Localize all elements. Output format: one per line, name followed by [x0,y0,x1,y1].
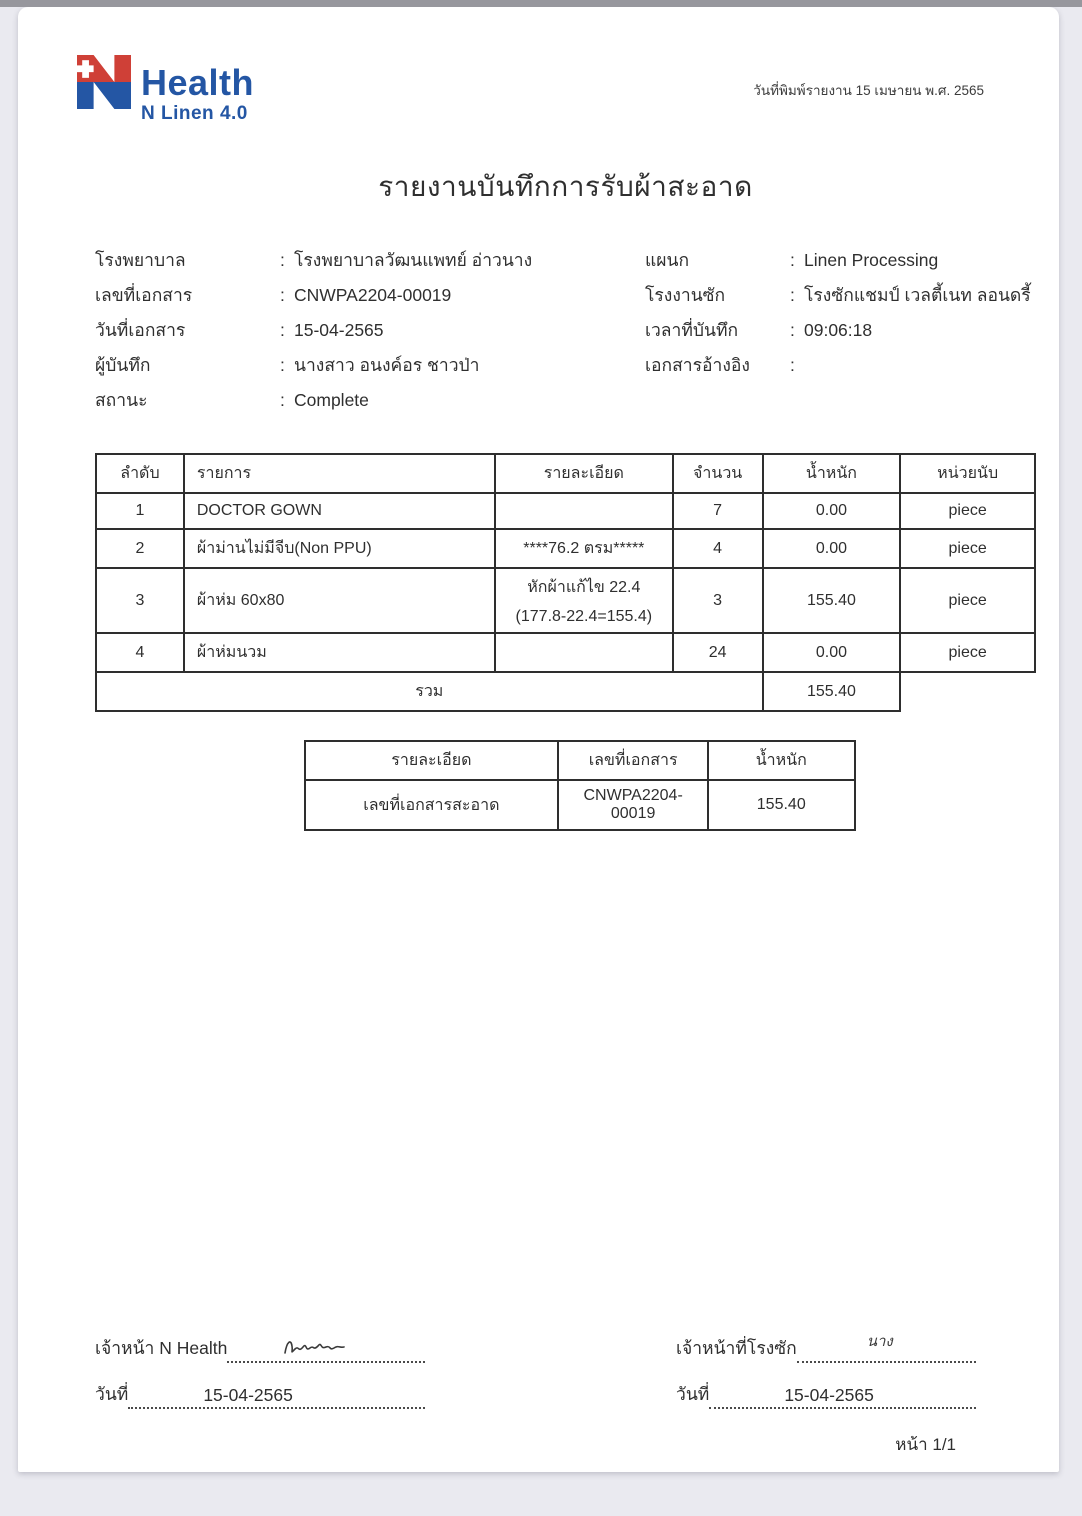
cell-qty: 7 [673,493,763,529]
signature-line [95,1329,425,1363]
summary-header-doc-no: เลขที่เอกสาร [558,741,708,780]
info-right-column [645,249,1036,411]
column-header-item: รายการ [184,454,495,493]
signature-date-line [676,1369,976,1409]
page-number: หน้า 1/1 [895,1435,956,1454]
cell-weight: 0.00 [763,529,901,568]
cell-detail: ****76.2 ตรม***** [495,529,673,568]
summary-weight: 155.40 [708,780,854,830]
date-dotted-line [709,1369,976,1409]
document-info [95,249,1036,411]
colon: : [280,355,285,375]
colon: : [790,320,795,340]
table-row [96,493,1035,529]
summary-detail: เลขที่เอกสารสะอาด [305,780,559,830]
handwritten-signature [282,1336,362,1358]
info-row-doc-number [95,284,645,306]
field-label: โรงงานซัก [645,285,726,305]
screen-top-strip [0,0,1082,7]
colon: : [280,390,285,410]
table-row [96,633,1035,672]
status-value: Complete [294,390,369,410]
info-row-department [645,249,1036,271]
date-label: วันที่ [676,1384,710,1404]
logo-text [141,55,254,125]
table-row [96,529,1035,568]
cell-detail [495,568,673,633]
print-date: วันที่พิมพ์รายงาน 15 เมษายน พ.ศ. 2565 [753,83,984,98]
field-value [804,354,1036,376]
cell-weight: 155.40 [763,568,901,633]
handwritten-signature: นาง [866,1333,893,1350]
column-header-unit: หน่วยนับ [900,454,1035,493]
cell-no: 1 [96,493,184,529]
info-row-recorder [95,354,645,376]
cell-no: 2 [96,529,184,568]
cell-item: ผ้าม่านไม่มีจีบ(Non PPU) [184,529,495,568]
info-left-column [95,249,645,411]
report-page [18,7,1059,1472]
field-label: แผนก [645,250,690,270]
cell-qty: 24 [673,633,763,672]
cell-qty: 4 [673,529,763,568]
date-label: วันที่ [95,1384,129,1404]
field-label: เวลาที่บันทึก [645,320,739,340]
table-row [96,568,1035,633]
signature-label: เจ้าหน้าที่โรงซัก [676,1338,797,1358]
column-header-detail: รายละเอียด [495,454,673,493]
date-dotted-line [128,1369,425,1409]
signature-area [95,1329,1036,1409]
signature-block-nhealth [95,1329,425,1409]
summary-header-detail: รายละเอียด [305,741,559,780]
field-value: นางสาว อนงค์อร ชาวป่า [294,355,480,375]
info-row-laundry [645,284,1036,306]
field-label: ผู้บันทึก [95,355,151,375]
cell-item: ผ้าห่ม 60x80 [184,568,495,633]
cell-item: DOCTOR GOWN [184,493,495,529]
info-row-doc-date [95,319,645,341]
colon: : [280,285,285,305]
cell-weight: 0.00 [763,493,901,529]
cell-no: 4 [96,633,184,672]
items-table-header-row [96,454,1035,493]
signature-date-line [95,1369,425,1409]
signature-dotted-line [797,1329,976,1363]
signature-line [676,1329,976,1363]
detail-line-1: หักผ้าแก้ไข 22.4 [527,579,641,596]
info-row-hospital [95,249,645,271]
report-title: รายงานบันทึกการรับผ้าสะอาด [378,171,753,202]
column-header-no: ลำดับ [96,454,184,493]
field-value: โรงซักแชมป์ เวลตี้เนท ลอนดรี้ [804,285,1031,305]
cell-detail [495,493,673,529]
summary-header-row [305,741,855,780]
signature-dotted-line [227,1329,425,1363]
signature-label: เจ้าหน้า N Health [95,1338,228,1358]
field-label: เลขที่เอกสาร [95,285,193,305]
cell-unit: piece [900,493,1035,529]
summary-header-weight: น้ำหนัก [708,741,854,780]
cell-qty: 3 [673,568,763,633]
field-value: 15-04-2565 [294,320,384,340]
field-label: เอกสารอ้างอิง [645,355,750,375]
items-table [95,453,1036,712]
summary-table [304,740,856,831]
field-value: Linen Processing [804,250,939,270]
field-label: วันที่เอกสาร [95,320,186,340]
nhealth-logo [77,55,254,125]
report-header [95,47,1036,157]
field-label: สถานะ [95,390,148,410]
nhealth-logo-icon [77,55,131,109]
summary-row [305,780,855,830]
info-row-record-time [645,319,1036,341]
colon: : [280,250,285,270]
total-row [96,672,1035,711]
summary-doc-no: CNWPA2204-00019 [558,780,708,830]
colon: : [790,355,795,375]
brand-subtitle: N Linen 4.0 [141,103,248,124]
info-row-status [95,389,645,411]
detail-line-2: (177.8-22.4=155.4) [515,608,653,625]
cell-item: ผ้าห่มนวม [184,633,495,672]
column-header-weight: น้ำหนัก [763,454,901,493]
info-row-reference-doc [645,354,1036,376]
cell-detail [495,633,673,672]
signature-date: 15-04-2565 [784,1385,874,1405]
cell-unit: piece [900,529,1035,568]
colon: : [280,320,285,340]
field-value: โรงพยาบาลวัฒนแพทย์ อ่าวนาง [294,250,533,270]
empty-cell [900,672,1035,711]
cell-unit: piece [900,568,1035,633]
colon: : [790,285,795,305]
cell-unit: piece [900,633,1035,672]
field-value: 09:06:18 [804,320,873,340]
total-label: รวม [96,672,763,711]
total-weight: 155.40 [763,672,901,711]
brand-name: Health [141,62,255,103]
signature-block-laundry [676,1329,976,1409]
field-value: CNWPA2204-00019 [294,285,452,305]
colon: : [790,250,795,270]
cell-no: 3 [96,568,184,633]
signature-date: 15-04-2565 [203,1385,293,1405]
cell-weight: 0.00 [763,633,901,672]
field-label: โรงพยาบาล [95,250,186,270]
column-header-qty: จำนวน [673,454,763,493]
